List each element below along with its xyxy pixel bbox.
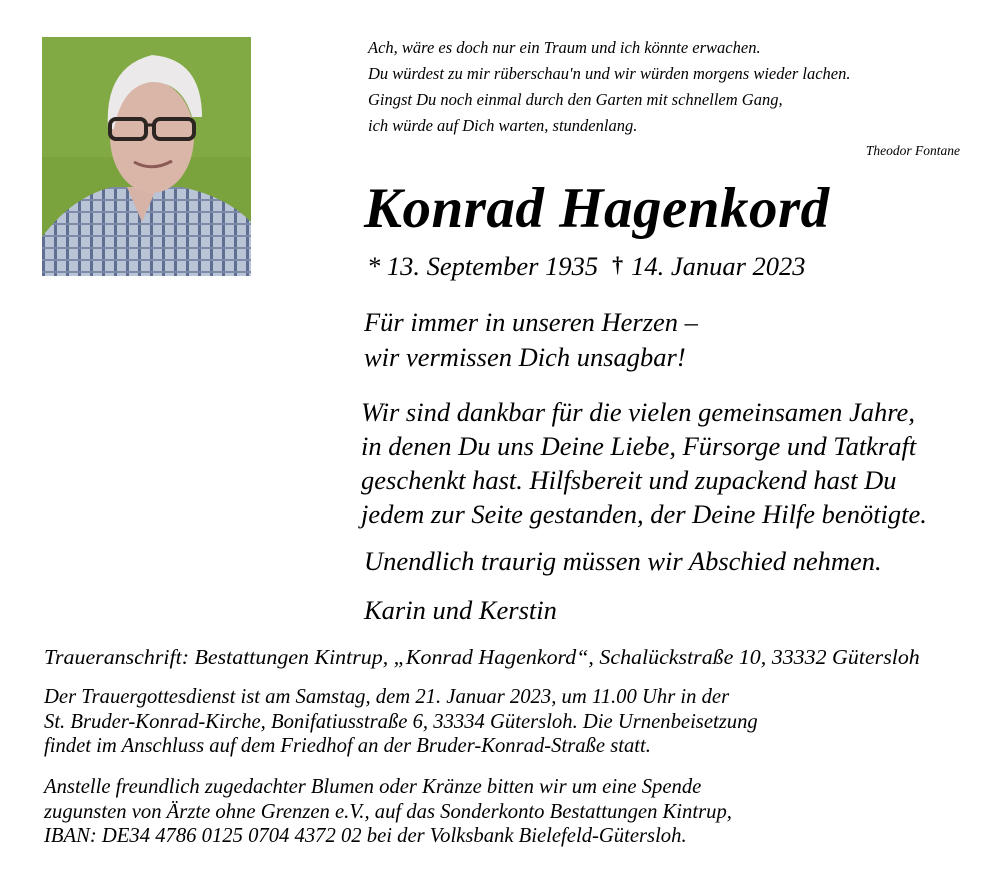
cross-icon: † xyxy=(612,252,624,277)
portrait-photo xyxy=(42,37,251,276)
birth-date: * 13. September 1935 xyxy=(367,251,599,281)
mourning-address: Traueranschrift: Bestattungen Kintrup, „Konrad Hagenkord“, Schalückstraße 10, 33332 Gütersloh xyxy=(44,645,920,669)
poem xyxy=(368,35,850,139)
closing-line: Unendlich traurig müssen wir Abschied nehmen. xyxy=(364,546,882,576)
donation-info xyxy=(44,774,732,848)
death-date: 14. Januar 2023 xyxy=(631,251,806,281)
poem-line: ich würde auf Dich warten, stundenlang. xyxy=(368,116,638,135)
tribute-line: jedem zur Seite gestanden, der Deine Hilfe benötigte. xyxy=(361,499,927,529)
motto xyxy=(364,305,698,375)
poem-line: Gingst Du noch einmal durch den Garten mit schnellem Gang, xyxy=(368,90,783,109)
donation-line: Anstelle freundlich zugedachter Blumen oder Kränze bitten wir um eine Spende xyxy=(44,774,702,798)
tribute-line: Wir sind dankbar für die vielen gemeinsamen Jahre, xyxy=(361,397,915,427)
service-line: St. Bruder-Konrad-Kirche, Bonifatiusstraße 6, 33334 Gütersloh. Die Urnenbeisetzung xyxy=(44,708,758,733)
tribute-line: in denen Du uns Deine Liebe, Fürsorge und Tatkraft xyxy=(361,431,917,461)
motto-line: wir vermissen Dich unsagbar! xyxy=(364,342,686,372)
poem-author: Theodor Fontane xyxy=(865,143,960,158)
signed-by: Karin und Kerstin xyxy=(364,595,557,625)
tribute-text xyxy=(361,395,927,531)
motto-line: Für immer in unseren Herzen – xyxy=(364,307,698,337)
poem-line: Du würdest zu mir rüberschau'n und wir würden morgens wieder lachen. xyxy=(368,64,851,83)
funeral-service-info xyxy=(44,684,758,758)
tribute-line: geschenkt hast. Hilfsbereit und zupackend hast Du xyxy=(361,465,897,495)
service-line: Der Trauergottesdienst ist am Samstag, dem 21. Januar 2023, um 11.00 Uhr in der xyxy=(44,684,730,708)
donation-line: IBAN: DE34 4786 0125 0704 4372 02 bei der Volksbank Bielefeld-Gütersloh. xyxy=(44,823,687,847)
donation-line: zugunsten von Ärzte ohne Grenzen e.V., auf das Sonderkonto Bestattungen Kintrup, xyxy=(44,798,732,823)
deceased-name: Konrad Hagenkord xyxy=(364,177,830,240)
service-line: findet im Anschluss auf dem Friedhof an der Bruder-Konrad-Straße statt. xyxy=(44,733,651,757)
poem-line: Ach, wäre es doch nur ein Traum und ich könnte erwachen. xyxy=(368,38,761,57)
life-dates xyxy=(367,250,806,284)
